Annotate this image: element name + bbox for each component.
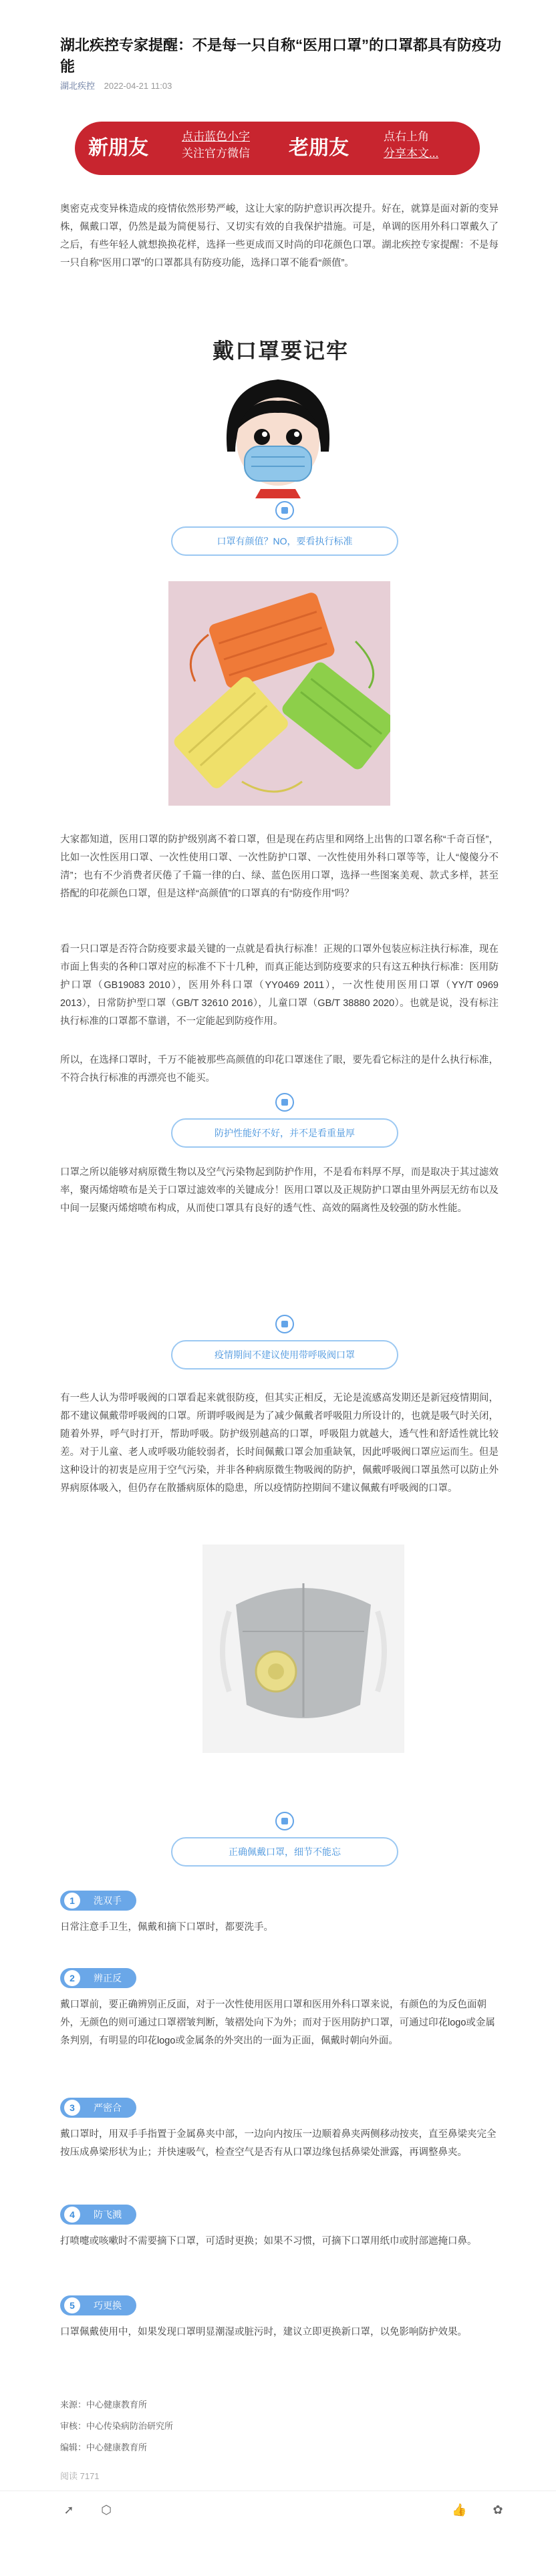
section-header-valve: 疫情期间不建议使用带呼吸阀口罩 bbox=[171, 1315, 398, 1382]
banner-left-hint: 点击蓝色小字 关注官方微信 bbox=[182, 130, 250, 160]
paragraph-colored-masks: 大家都知道，医用口罩的防护级别离不着口罩，但是现在药店里和网络上出售的口罩名称“千奇百怪”，比如一次性医用口罩、一次性使用口罩、一次性防护口罩、一次性使用外科口罩等等，让人“傻傻分不清”；也有不少消费者厌倦了千篇一律的白、绿、蓝色医用口罩，选择一些图案美观、款式多样，甚至搭配的印花颜色口罩，但是这样“高颜值”的口罩真的有“防疫作用”吗？ bbox=[60, 834, 499, 899]
section-marker-icon bbox=[275, 1812, 294, 1830]
banner-new-friend: 新朋友 bbox=[88, 137, 148, 159]
section-marker-icon bbox=[275, 1315, 294, 1333]
article-credits bbox=[60, 2394, 173, 2458]
read-count: 阅读 7171 bbox=[60, 2471, 100, 2481]
wow-icon[interactable]: ✿ bbox=[493, 2503, 503, 2517]
article-title: 湖北疾控专家提醒：不是每一只自称“医用口罩”的口罩都具有防疫功能 bbox=[60, 37, 502, 75]
cartoon-caption: 戴口罩要记牢 bbox=[213, 338, 350, 363]
section-header-standard: 口罩有颜值？NO，要看执行标准 bbox=[171, 501, 398, 568]
step-wash-hands: 1 洗双手 日常注意手卫生，佩戴和摘下口罩时，都要洗手。 bbox=[60, 1891, 499, 1937]
publish-date: 2022-04-21 11:03 bbox=[104, 81, 172, 91]
section-marker-icon bbox=[275, 1093, 294, 1112]
favorite-icon[interactable]: ⬡ bbox=[101, 2503, 112, 2517]
account-name-link[interactable]: 湖北疾控 bbox=[60, 81, 96, 91]
paragraph-filtration: 口罩之所以能够对病原微生物以及空气污染物起到防护作用，不是看布料厚不厚，而是取决于其过滤效率，聚丙烯熔喷布是关于口罩过滤效率的关键成分！医用口罩以及正规防护口罩由里外两层无纺布以及中间一层聚丙烯熔喷布构成，从而使口罩具有良好的透气性、高效的隔离性及较强的防水性能。 bbox=[60, 1167, 499, 1214]
credit-review: 审核：中心传染病防治研究所 bbox=[60, 2421, 174, 2431]
banner-old-friend: 老朋友 bbox=[289, 137, 349, 159]
credit-source: 来源：中心健康教育所 bbox=[60, 2400, 148, 2410]
section-header-protection: 防护性能好不好，并不是看重量厚 bbox=[171, 1093, 398, 1160]
paragraph-valve: 有一些人认为带呼吸阀的口罩看起来就很防疫，但其实正相反，无论是流感高发期还是新冠疫情期间，都不建议佩戴带呼吸阀的口罩。所谓呼吸阀是为了减少佩戴者呼吸阻力所设计的，也就是吸气时关闭，随着外界，呼气时打开，帮助呼吸。防护级别越高的口罩，呼吸阻力就越大，透气性和舒适性就比较差。对于儿童、老人或呼吸功能较弱者，长时间佩戴口罩会加重缺氧，因此呼吸阀口罩应运而生。但是这种设计的初衷是应用于空气污染，并非各种病原微生物吸阀的防护，佩戴呼吸阀口罩虽然可以防止外界病原体吸入，但仍存在散播病原体的隐患，所以疫情防控期间不建议佩戴有呼吸阀的口罩。 bbox=[60, 1393, 499, 1494]
divider bbox=[0, 2490, 556, 2491]
paragraph-standards: 看一只口罩是否符合防疫要求最关键的一点就是看执行标准！正规的口罩外包装应标注执行标准，现在市面上售卖的各种口罩对应的标准不下十几种，而真正能达到防疫要求的只有这五种执行标准：医用防护口罩（GB19083 2010），医用外科口罩（YY0469 2011），一次性使用医用口罩（YY/T 0969 2013），日常防护型口罩（GB/T 32610 2016），儿童口罩（GB/T 38880 2020）。也就是说，没有标注执行标准的口罩都不靠谱，不一定能起到防疫作用。 bbox=[60, 944, 499, 1027]
banner-right-hint: 点右上角 分享本文... bbox=[384, 130, 439, 160]
credit-editor: 编辑：中心健康教育所 bbox=[60, 2442, 148, 2452]
section-header-wearing: 正确佩戴口罩，细节不能忘 bbox=[171, 1812, 398, 1879]
colored-masks-photo bbox=[168, 581, 390, 806]
step-replace: 5 巧更换 口罩佩戴使用中，如果发现口罩明显潮湿或脏污时，建议立即更换新口罩，以免影响防护效果。 bbox=[60, 2295, 499, 2342]
valve-mask-photo bbox=[202, 1545, 404, 1753]
section-marker-icon bbox=[275, 501, 294, 520]
paragraph-choose-standard: 所以，在选择口罩时，千万不能被那些高颜值的印花口罩迷住了眼，要先看它标注的是什么执行标准，不符合执行标准的再漂亮也不能买。 bbox=[60, 1055, 499, 1084]
masked-girl-illustration bbox=[221, 371, 335, 498]
share-icon[interactable]: ➚ bbox=[63, 2503, 74, 2517]
follow-banner[interactable] bbox=[75, 122, 480, 175]
intro-paragraph: 奥密克戎变异株造成的疫情依然形势严峻，这让大家的防护意识再次提升。好在，就算是面对新的变异株，佩戴口罩，仍然是最为简便易行、又切实有效的自我保护措施。可是，单调的医用外科口罩戴久了之后，有些年轻人就想换换花样，选择一些更成而又时尚的印花颜色口罩。湖北疾控专家提醒：不是每一只自称“医用口罩”的口罩都具有防疫功能，选择口罩不能看“颜值”。 bbox=[60, 204, 499, 269]
like-icon[interactable]: 👍 bbox=[452, 2503, 467, 2517]
step-splash: 4 防飞溅 打喷嚏或咳嗽时不需要摘下口罩，可适时更换；如果不习惯，可摘下口罩用纸巾或肘部遮掩口鼻。 bbox=[60, 2205, 499, 2251]
step-seal: 3 严密合 戴口罩时，用双手手指置于金属鼻夹中部，一边向内按压一边顺着鼻夹两侧移动按夹，直至鼻梁夹完全按压成鼻梁形状为止；并快速吸气，检查空气是否有从口罩边缘包括鼻梁处泄露，再调整鼻夹。 bbox=[60, 2098, 499, 2162]
article-meta bbox=[60, 79, 172, 92]
step-front-back: 2 辨正反 戴口罩前，要正确辨别正反面，对于一次性使用医用口罩和医用外科口罩来说，有颜色的为反色面朝外，无颜色的则可通过口罩褶皱判断，皱褶处向下为外；而对于医用防护口罩，可通过印花logo或金属条判别，有明显的印花logo或金属条的外突出的一面为正面，佩戴时朝向外面。 bbox=[60, 1968, 499, 2050]
